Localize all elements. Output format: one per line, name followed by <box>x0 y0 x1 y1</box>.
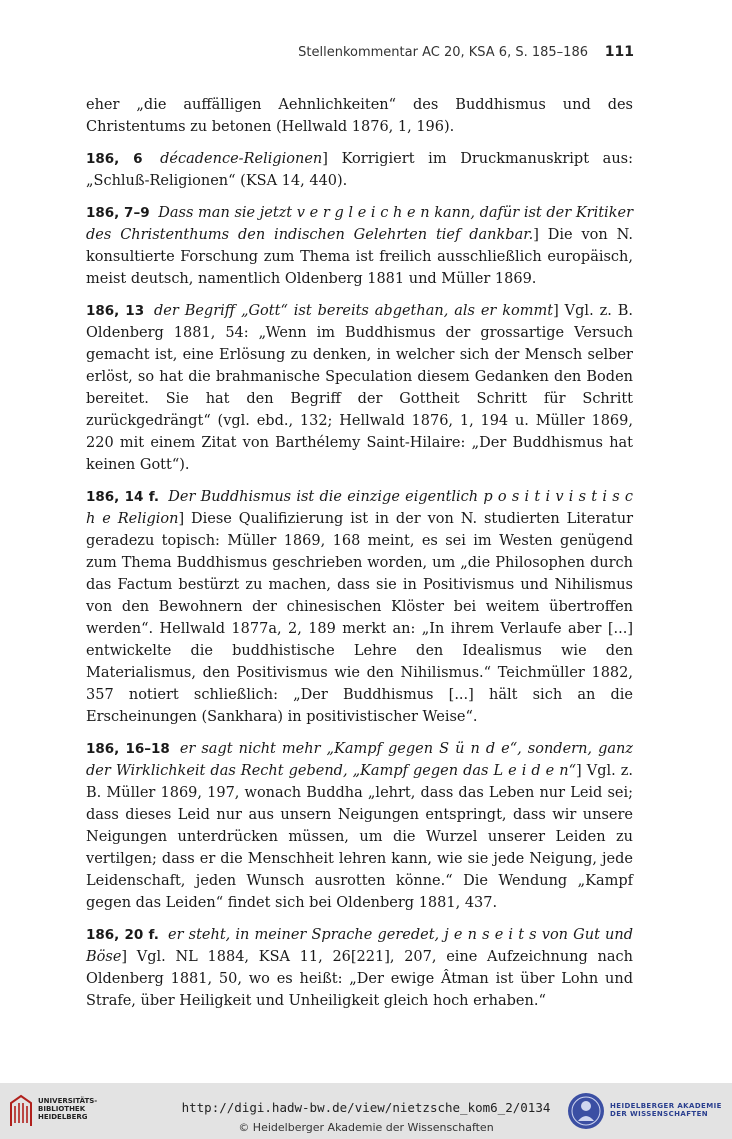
entry-text: ] Diese Qualifizierung ist in der von N. studierten Literatur geradezu topisch: Müller 1869, 168 meint, es sei im Westen genügend zum Thema Buddhismus geschrieben worden, um „die Philosophen durch das Factum bestürzt zu machen, dass sie in Positivismus und Nihilismus von den Bewohnern der chinesischen Klöster bei weitem übertroffen werden“. Hellwald 1877a, 2, 189 merkt an: „In ihrem Verlaufe aber [...] entwickelte die buddhistische Lehre den Idealismus wie den Materialismus, den Positivismus wie den Nihilismus.“ Teichmüller 1882, 357 notiert schließlich: „Der Buddhismus [...] hält sich an die Erscheinungen (Sankhara) in positivistischer Weise“. <box>86 511 633 725</box>
entry-text: ] Die von N. konsultierte Forschung zum Thema ist freilich ausschließlich europäisch, meist deutsch, namentlich Oldenberg 1881 und Müller 1869. <box>86 227 633 287</box>
line-reference: 186, 6 <box>86 151 143 167</box>
line-reference: 186, 7–9 <box>86 205 150 221</box>
line-reference: 186, 16–18 <box>86 741 170 757</box>
lemma: Dass man sie jetzt v e r g l e i c h e n kann, dafür ist der Kritiker des Christenthums den indischen Gelehrten tief dankbar. <box>86 205 633 243</box>
running-title: Stellenkommentar AC 20, KSA 6, S. 185–186 <box>298 45 588 60</box>
permalink-url[interactable]: http://digi.hadw-bw.de/view/nietzsche_kom6_2/0134 <box>181 1100 551 1115</box>
page-number: 111 <box>604 44 634 60</box>
entry-text: ] Vgl. z. B. Müller 1869, 197, wonach Buddha „lehrt, dass das Leben nur Leid sei; dass dieses Leid nur aus unsern Neigungen entspringt, dass wir unsere Neigungen unterdrücken müssen, um die Wurzel unserer Leiden zu vertilgen; dass er die Menschheit lehren kann, wie sie jede Neigung, jede Leidenschaft, jeden Wunsch ausrotten könne.“ Die Wendung „Kampf gegen das Leiden“ findet sich bei Oldenberg 1881, 437. <box>86 763 633 911</box>
academy-seal-icon <box>566 1091 606 1131</box>
commentary-entry <box>86 924 633 1012</box>
entry-text: ] Korrigiert im Druckmanuskript aus: „Schluß-Religionen“ (KSA 14, 440). <box>86 151 633 189</box>
paragraph-text: eher „die auffälligen Aehnlichkeiten“ des Buddhismus und des Christentums zu betonen (Hellwald 1876, 1, 196). <box>86 97 633 135</box>
commentary-entry <box>86 202 633 290</box>
entry-text: ] Vgl. NL 1884, KSA 11, 26[221], 207, eine Aufzeichnung nach Oldenberg 1881, 50, wo es heißt: „Der ewige Âtman ist über Lohn und Strafe, über Heiligkeit und Unheiligkeit gleich hoch erhaben.“ <box>86 949 633 1009</box>
commentary-entry <box>86 486 633 728</box>
commentary-entry <box>86 738 633 914</box>
line-reference: 186, 13 <box>86 303 145 319</box>
lemma: der Begriff „Gott“ ist bereits abgethan, als er kommt <box>154 303 554 319</box>
hadw-logo-text: HEIDELBERGER AKADEMIE DER WISSENSCHAFTEN <box>610 1102 722 1118</box>
page-header <box>86 42 634 64</box>
commentary-entry <box>86 300 633 476</box>
hadw-logo[interactable] <box>566 1091 726 1131</box>
lemma: er sagt nicht mehr „Kampf gegen S ü n d e“, sondern, ganz der Wirklichkeit das Recht gebend, „Kampf gegen das L e i d e n“ <box>86 741 633 779</box>
entry-text: ] Vgl. z. B. Oldenberg 1881, 54: „Wenn im Buddhismus der grossartige Versuch gemacht ist, eine Erlösung zu denken, in welcher sich der Mensch selber erlöst, so hat die brahmanische Speculation diesem Gedanken den Boden bereitet. Sie hat den Begriff der Gottheit Schritt für Schritt zurückgedrängt“ (vgl. ebd., 132; Hellwald 1876, 1, 194 u. Müller 1869, 220 mit einem Zitat von Barthélemy Saint-Hilaire: „Der Buddhismus hat keinen Gott“). <box>86 303 633 473</box>
line-reference: 186, 20 f. <box>86 927 159 943</box>
copyright-notice: © Heidelberger Akademie der Wissenschaften <box>238 1121 494 1134</box>
ub-logo-text: UNIVERSITÄTS- BIBLIOTHEK HEIDELBERG <box>38 1097 98 1121</box>
lemma: décadence-Religionen <box>160 151 323 167</box>
lemma: er steht, in meiner Sprache geredet, j e n s e i t s von Gut und Böse <box>86 927 634 965</box>
commentary-body <box>86 94 633 1022</box>
line-reference: 186, 14 f. <box>86 489 160 505</box>
viewer-footer <box>0 1083 732 1139</box>
commentary-entry <box>86 148 633 192</box>
commentary-paragraph <box>86 94 633 138</box>
lemma: Der Buddhismus ist die einzige eigentlich p o s i t i v i s t i s c h e Religion <box>86 489 634 527</box>
